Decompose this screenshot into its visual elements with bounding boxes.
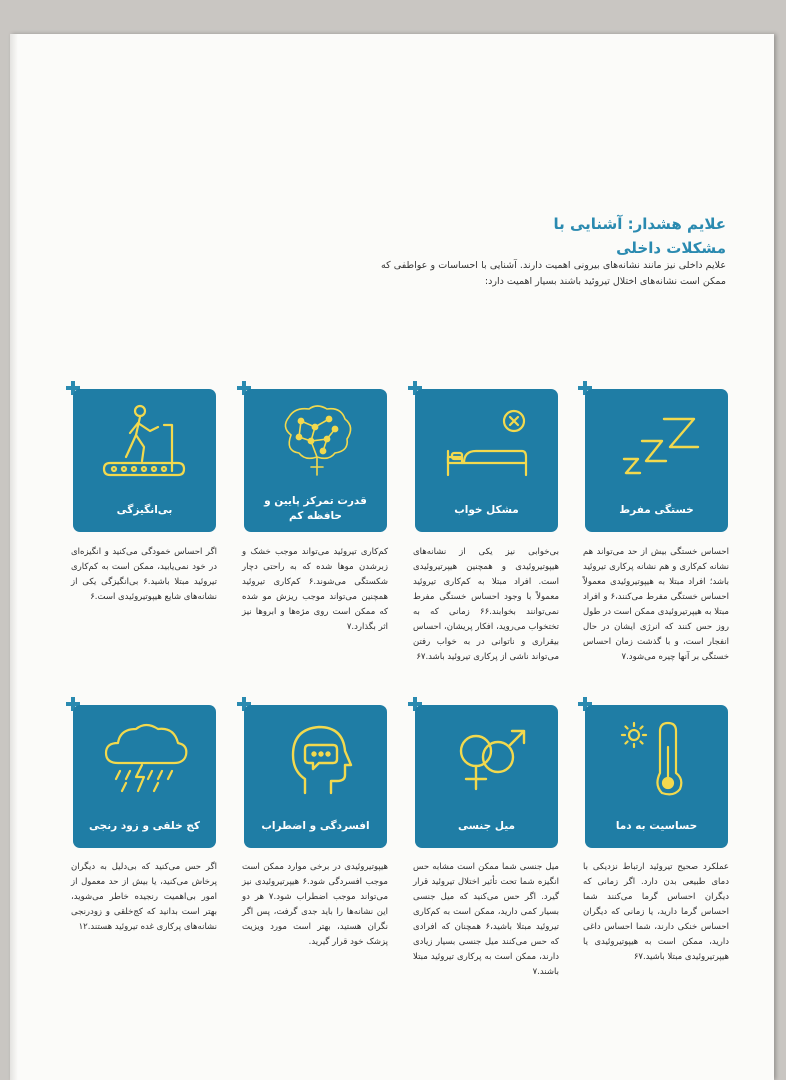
zzz-icon xyxy=(612,401,702,481)
card-title: کج خلقی و زود رنجی xyxy=(89,820,200,832)
heading-line-2: مشکلات داخلی xyxy=(616,239,726,257)
card-temperature xyxy=(585,705,728,848)
card-sleep xyxy=(415,389,558,532)
card-title: افسردگی و اضطراب xyxy=(261,820,370,832)
heading-line-1: علایم هشدار: آشنایی با xyxy=(553,215,726,233)
card-text: عملکرد صحیح تیروئید ارتباط نزدیکی با دمای طبیعی بدن دارد. اگر زمانی که دیگران احساس گرما می‌کنند شما احساس گرما دارید، یا زمانی که دیگران احساس خنکی دارند، شما احساس داغی دارید، ممکن است به هیپوتیروئیدی یا هیپرتیروئیدی مبتلا باشید.۶۷ xyxy=(583,862,729,962)
intro-paragraph: علایم داخلی نیز مانند نشانه‌های بیرونی اهمیت دارند. آشنایی با احساسات و عواطفی که ممکن است نشانه‌های اختلال تیروئید باشند بسیار اهمیت دارد: xyxy=(381,260,726,287)
thermometer-icon xyxy=(612,717,702,797)
brain-network-icon xyxy=(271,401,361,481)
card-text: کم‌کاری تیروئید می‌تواند موجب خشک و زبرشدن موها شده که به راحتی دچار شکستگی می‌شوند.۶ کم‌کاری تیروئید همچنین می‌تواند موجب ریزش مو شده که ممکن است روی مژه‌ها و ابروها نیز اثر بگذارد.۷ xyxy=(242,547,388,632)
card-title: قدرت تمرکز پایین و حافظه کم xyxy=(264,495,367,522)
card-fatigue xyxy=(585,389,728,532)
gender-symbols-icon xyxy=(442,717,532,797)
storm-cloud-icon xyxy=(100,717,190,797)
card-text: بی‌خوابی نیز یکی از نشانه‌های هیپوتیروئیدی و همچنین هیپرتیروئیدی است. افراد مبتلا به کم‌کاری تیروئید معمولاً با وجود احساس خستگی مفرط نمی‌توانند بخوابند.۶۶ زمانی که به تختخواب می‌روید، افکار پریشان، احساس بیقراری و ناتوانی در به خواب رفتن می‌تواند ناشی از پرکاری تیروئید باشد.۶۷ xyxy=(413,547,559,662)
card-irritability xyxy=(73,705,216,848)
card-concentration xyxy=(244,389,387,532)
head-speech-icon xyxy=(271,717,361,797)
card-text: میل جنسی شما ممکن است مشابه حس انگیزه شما تحت تأثیر اختلال تیروئید قرار گیرد. اگر حس می‌کنید که میل جنسی بسیار کمی دارید، ممکن است به کم‌کاری تیروئید مبتلا باشید،۶ همچنان که افرادی که حس می‌کنند میل جنسی بسیار زیادی دارند، ممکن است به پرکاری تیروئید مبتلا باشند.۷ xyxy=(413,862,560,977)
treadmill-icon xyxy=(100,401,190,481)
card-title: خستگی مفرط xyxy=(619,504,694,516)
card-text: هیپوتیروئیدی در برخی موارد ممکن است موجب افسردگی شود.۶ هیپرتیروئیدی نیز می‌تواند موجب اضطراب شود.۷ هر دو این نشانه‌ها را باید جدی گرفت، پس اگر نگران هستید، بهتر است مورد ویزیت پزشک خود قرار گیرید. xyxy=(242,862,389,947)
card-title: حساسیت به دما xyxy=(615,820,698,832)
binding-fold xyxy=(10,34,18,1080)
section-heading xyxy=(396,212,726,260)
card-title: بی‌انگیزگی xyxy=(116,504,173,516)
card-text: اگر حس می‌کنید که بی‌دلیل به دیگران پرخاش می‌کنید، یا بیش از حد معمول از امور بی‌اهمیت رنجیده خاطر می‌شوید، بهتر است بدانید که کج‌خلقی و زودرنجی نشانه‌های پرکاری غده تیروئید هستند.۱۲ xyxy=(71,862,217,932)
card-text: اگر احساس خمودگی می‌کنید و انگیزه‌ای در خود نمی‌یابید، ممکن است به کم‌کاری تیروئید مبتلا باشید.۶ بی‌انگیزگی یکی از نشانه‌های شایع هیپوتیروئیدی است.۶ xyxy=(71,547,217,602)
card-text: احساس خستگی بیش از حد می‌تواند هم نشانه کم‌کاری و هم نشانه پرکاری تیروئید باشد؛ افراد مبتلا به هیپوتیروئیدی معمولاً احساس خستگی مفرط می‌کنند،۶ و افراد مبتلا به هیپرتیروئیدی ممکن است در طول روز حس کنند که انرژی ایشان در حال انفجار است، و با گذشت زمان احساس خستگی بر آنها چیره می‌شود.۷ xyxy=(583,547,729,662)
bed-x-icon xyxy=(442,401,532,481)
card-libido xyxy=(415,705,558,848)
card-motivation xyxy=(73,389,216,532)
card-depression xyxy=(244,705,387,848)
card-title: میل جنسی xyxy=(458,820,515,832)
card-title: مشکل خواب xyxy=(454,504,519,516)
